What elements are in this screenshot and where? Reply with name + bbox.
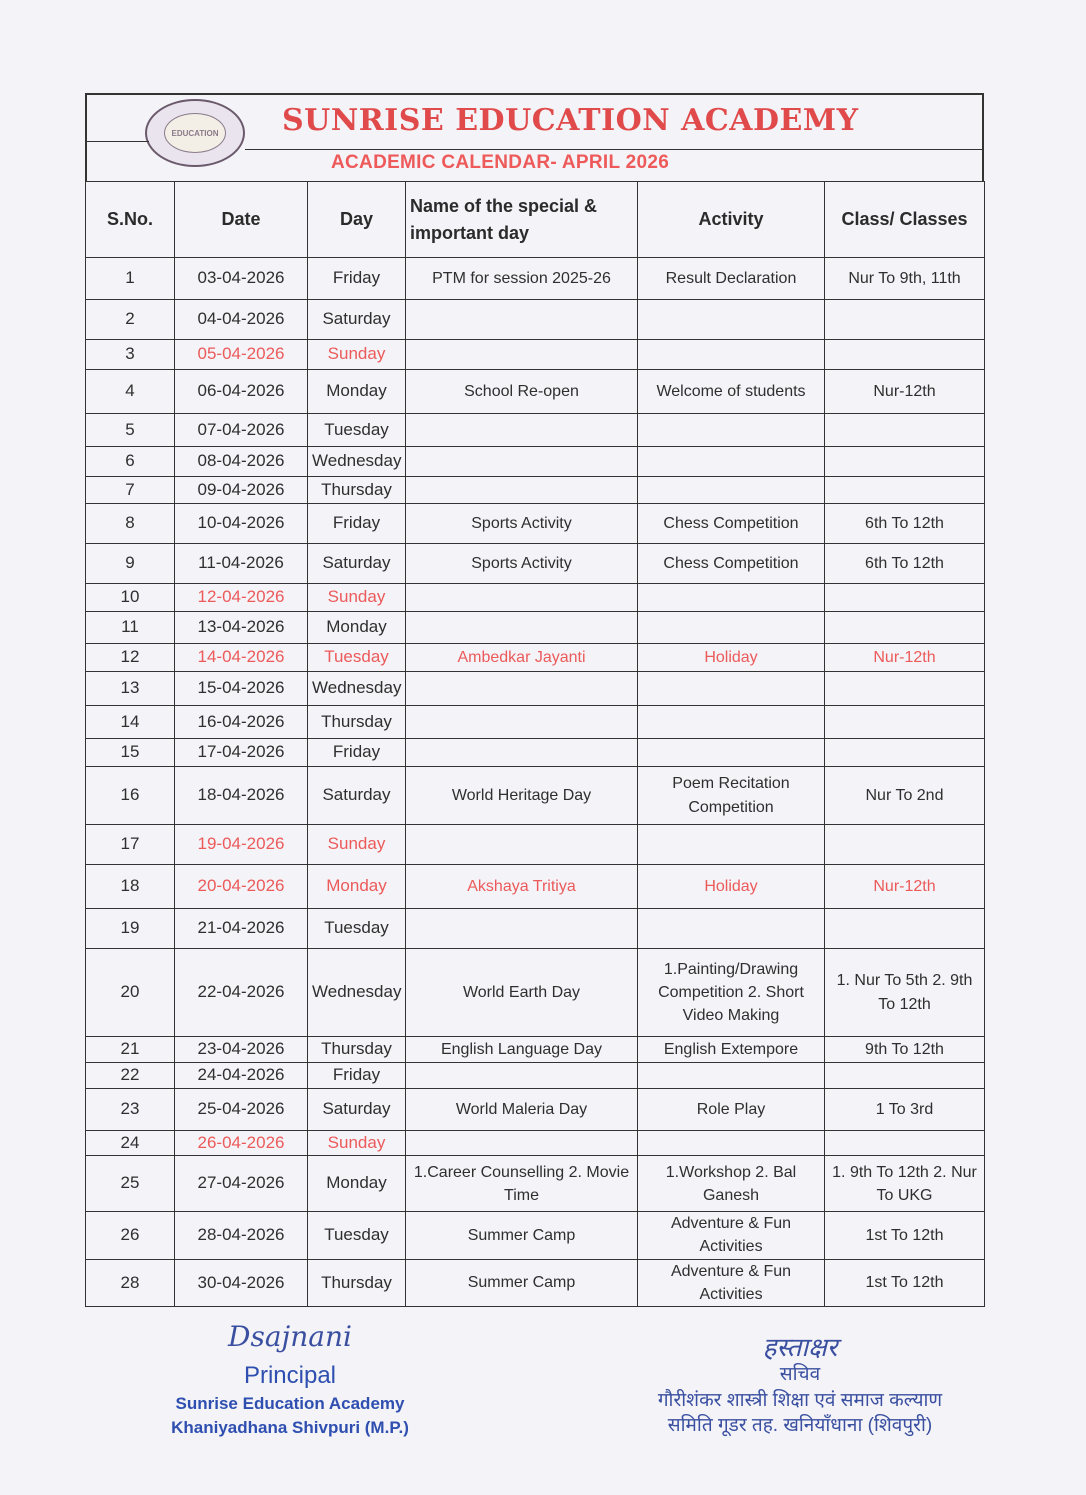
cell-special-day xyxy=(406,909,638,949)
cell-activity xyxy=(638,825,825,865)
cell-activity: English Extempore xyxy=(638,1037,825,1063)
cell-special-day xyxy=(406,584,638,612)
cell-date: 27-04-2026 xyxy=(175,1156,308,1212)
table-row xyxy=(86,949,985,1037)
cell-special-day xyxy=(406,706,638,739)
cell-sno: 28 xyxy=(86,1259,175,1306)
cell-date: 12-04-2026 xyxy=(175,584,308,612)
table-row xyxy=(86,447,985,477)
cell-date: 13-04-2026 xyxy=(175,612,308,644)
cell-special-day xyxy=(406,477,638,504)
cell-classes xyxy=(825,909,985,949)
cell-day: Friday xyxy=(308,739,406,767)
cell-special-day xyxy=(406,447,638,477)
table-row xyxy=(86,370,985,414)
cell-special-day xyxy=(406,612,638,644)
cell-day: Sunday xyxy=(308,1130,406,1156)
cell-sno: 3 xyxy=(86,340,175,370)
cell-classes: 1st To 12th xyxy=(825,1212,985,1259)
cell-date: 23-04-2026 xyxy=(175,1037,308,1063)
table-row xyxy=(86,1063,985,1089)
column-header-day: Day xyxy=(308,182,406,258)
cell-date: 21-04-2026 xyxy=(175,909,308,949)
table-row xyxy=(86,504,985,544)
cell-date: 18-04-2026 xyxy=(175,767,308,825)
society-name-line1: गौरीशंकर शास्त्री शिक्षा एवं समाज कल्याण xyxy=(657,1389,943,1411)
cell-special-day: Summer Camp xyxy=(406,1259,638,1306)
cell-special-day: PTM for session 2025-26 xyxy=(406,258,638,300)
cell-classes: 1st To 12th xyxy=(825,1259,985,1306)
cell-activity: Chess Competition xyxy=(638,544,825,584)
cell-special-day xyxy=(406,672,638,706)
cell-day: Sunday xyxy=(308,825,406,865)
cell-activity xyxy=(638,340,825,370)
cell-day: Monday xyxy=(308,1156,406,1212)
cell-classes: 6th To 12th xyxy=(825,504,985,544)
cell-special-day: Ambedkar Jayanti xyxy=(406,644,638,672)
cell-activity xyxy=(638,739,825,767)
cell-classes xyxy=(825,739,985,767)
cell-special-day: World Maleria Day xyxy=(406,1088,638,1130)
table-header-row xyxy=(86,182,985,258)
table-row xyxy=(86,340,985,370)
cell-day: Sunday xyxy=(308,340,406,370)
cell-activity: Result Declaration xyxy=(638,258,825,300)
table-row xyxy=(86,739,985,767)
cell-date: 30-04-2026 xyxy=(175,1259,308,1306)
cell-sno: 4 xyxy=(86,370,175,414)
cell-special-day: Sports Activity xyxy=(406,504,638,544)
cell-classes xyxy=(825,706,985,739)
cell-sno: 18 xyxy=(86,865,175,909)
cell-date: 08-04-2026 xyxy=(175,447,308,477)
cell-date: 17-04-2026 xyxy=(175,739,308,767)
cell-day: Monday xyxy=(308,612,406,644)
table-row xyxy=(86,1212,985,1259)
calendar-rows xyxy=(86,258,985,1307)
column-header-sno: S.No. xyxy=(86,182,175,258)
cell-activity: Holiday xyxy=(638,644,825,672)
cell-activity xyxy=(638,300,825,340)
cell-special-day: Summer Camp xyxy=(406,1212,638,1259)
calendar-subtitle: ACADEMIC CALENDAR- APRIL 2026 xyxy=(331,152,670,173)
cell-date: 16-04-2026 xyxy=(175,706,308,739)
divider xyxy=(87,141,149,142)
cell-day: Thursday xyxy=(308,477,406,504)
cell-classes: Nur To 2nd xyxy=(825,767,985,825)
cell-activity xyxy=(638,447,825,477)
cell-day: Thursday xyxy=(308,1037,406,1063)
cell-day: Tuesday xyxy=(308,644,406,672)
principal-signature: Dsajnani xyxy=(228,1320,352,1353)
column-header-activity: Activity xyxy=(638,182,825,258)
cell-special-day: World Earth Day xyxy=(406,949,638,1037)
table-row xyxy=(86,825,985,865)
cell-activity: Holiday xyxy=(638,865,825,909)
cell-classes xyxy=(825,584,985,612)
cell-sno: 12 xyxy=(86,644,175,672)
school-title: SUNRISE EDUCATION ACADEMY xyxy=(282,103,859,138)
school-logo xyxy=(145,99,245,167)
cell-sno: 16 xyxy=(86,767,175,825)
cell-activity xyxy=(638,477,825,504)
cell-classes xyxy=(825,672,985,706)
cell-classes xyxy=(825,414,985,447)
cell-activity: Adventure & Fun Activities xyxy=(638,1212,825,1259)
cell-day: Tuesday xyxy=(308,1212,406,1259)
table-row xyxy=(86,414,985,447)
cell-date: 19-04-2026 xyxy=(175,825,308,865)
cell-activity xyxy=(638,1063,825,1089)
cell-classes: 1 To 3rd xyxy=(825,1088,985,1130)
cell-date: 03-04-2026 xyxy=(175,258,308,300)
cell-day: Tuesday xyxy=(308,909,406,949)
cell-special-day: 1.Career Counselling 2. Movie Time xyxy=(406,1156,638,1212)
table-row xyxy=(86,477,985,504)
cell-special-day: Akshaya Tritiya xyxy=(406,865,638,909)
cell-classes: Nur-12th xyxy=(825,865,985,909)
cell-sno: 1 xyxy=(86,258,175,300)
cell-classes xyxy=(825,477,985,504)
principal-signature-block xyxy=(160,1320,420,1438)
cell-sno: 22 xyxy=(86,1063,175,1089)
column-header-date: Date xyxy=(175,182,308,258)
cell-date: 25-04-2026 xyxy=(175,1088,308,1130)
table-row xyxy=(86,909,985,949)
cell-day: Saturday xyxy=(308,300,406,340)
cell-day: Saturday xyxy=(308,544,406,584)
table-row xyxy=(86,1037,985,1063)
calendar-table xyxy=(85,181,985,1307)
cell-sno: 6 xyxy=(86,447,175,477)
cell-special-day xyxy=(406,300,638,340)
cell-classes xyxy=(825,300,985,340)
cell-day: Friday xyxy=(308,504,406,544)
table-row xyxy=(86,865,985,909)
logo-text: EDUCATION xyxy=(171,128,219,138)
cell-date: 28-04-2026 xyxy=(175,1212,308,1259)
cell-activity xyxy=(638,909,825,949)
divider xyxy=(245,149,982,150)
cell-activity xyxy=(638,414,825,447)
cell-day: Friday xyxy=(308,1063,406,1089)
cell-day: Tuesday xyxy=(308,414,406,447)
cell-day: Friday xyxy=(308,258,406,300)
cell-activity: Adventure & Fun Activities xyxy=(638,1259,825,1306)
cell-day: Sunday xyxy=(308,584,406,612)
cell-classes: 1. 9th To 12th 2. Nur To UKG xyxy=(825,1156,985,1212)
cell-day: Saturday xyxy=(308,1088,406,1130)
cell-date: 20-04-2026 xyxy=(175,865,308,909)
cell-special-day xyxy=(406,1130,638,1156)
cell-special-day: School Re-open xyxy=(406,370,638,414)
cell-date: 22-04-2026 xyxy=(175,949,308,1037)
cell-sno: 8 xyxy=(86,504,175,544)
cell-classes: 1. Nur To 5th 2. 9th To 12th xyxy=(825,949,985,1037)
cell-sno: 5 xyxy=(86,414,175,447)
cell-activity xyxy=(638,672,825,706)
cell-special-day xyxy=(406,825,638,865)
cell-sno: 11 xyxy=(86,612,175,644)
table-row xyxy=(86,1156,985,1212)
society-name-line2: समिति गूडर तह. खनियाँधाना (शिवपुरी) xyxy=(667,1415,933,1437)
cell-sno: 17 xyxy=(86,825,175,865)
cell-date: 14-04-2026 xyxy=(175,644,308,672)
secretary-signature-block xyxy=(620,1328,980,1439)
cell-classes: Nur-12th xyxy=(825,644,985,672)
calendar-sheet xyxy=(85,93,984,1307)
table-row xyxy=(86,300,985,340)
calendar-header xyxy=(85,93,984,181)
secretary-title: सचिव xyxy=(779,1364,821,1385)
cell-sno: 2 xyxy=(86,300,175,340)
logo-emblem-icon xyxy=(164,113,226,153)
cell-sno: 26 xyxy=(86,1212,175,1259)
cell-sno: 9 xyxy=(86,544,175,584)
cell-day: Wednesday xyxy=(308,447,406,477)
cell-activity: 1.Workshop 2. Bal Ganesh xyxy=(638,1156,825,1212)
column-header-special-day: Name of the special & important day xyxy=(406,182,638,258)
cell-classes xyxy=(825,340,985,370)
cell-day: Saturday xyxy=(308,767,406,825)
cell-classes xyxy=(825,1063,985,1089)
cell-day: Wednesday xyxy=(308,949,406,1037)
cell-sno: 15 xyxy=(86,739,175,767)
cell-special-day: English Language Day xyxy=(406,1037,638,1063)
cell-date: 06-04-2026 xyxy=(175,370,308,414)
cell-sno: 13 xyxy=(86,672,175,706)
cell-date: 24-04-2026 xyxy=(175,1063,308,1089)
cell-sno: 7 xyxy=(86,477,175,504)
cell-classes: Nur To 9th, 11th xyxy=(825,258,985,300)
cell-sno: 20 xyxy=(86,949,175,1037)
cell-activity xyxy=(638,584,825,612)
secretary-signature: हस्ताक्षर xyxy=(762,1333,838,1363)
table-row xyxy=(86,1130,985,1156)
cell-activity: Welcome of students xyxy=(638,370,825,414)
cell-classes xyxy=(825,447,985,477)
cell-day: Monday xyxy=(308,370,406,414)
table-row xyxy=(86,258,985,300)
cell-date: 10-04-2026 xyxy=(175,504,308,544)
cell-classes: 6th To 12th xyxy=(825,544,985,584)
cell-activity xyxy=(638,1130,825,1156)
school-name: Sunrise Education Academy xyxy=(175,1394,405,1413)
cell-activity: 1.Painting/Drawing Competition 2. Short Video Making xyxy=(638,949,825,1037)
table-row xyxy=(86,1088,985,1130)
cell-sno: 25 xyxy=(86,1156,175,1212)
cell-activity: Poem Recitation Competition xyxy=(638,767,825,825)
cell-sno: 14 xyxy=(86,706,175,739)
table-row xyxy=(86,767,985,825)
cell-day: Monday xyxy=(308,865,406,909)
table-row xyxy=(86,706,985,739)
cell-day: Wednesday xyxy=(308,672,406,706)
cell-classes xyxy=(825,825,985,865)
cell-classes xyxy=(825,1130,985,1156)
table-row xyxy=(86,584,985,612)
cell-special-day: Sports Activity xyxy=(406,544,638,584)
cell-special-day xyxy=(406,1063,638,1089)
cell-day: Thursday xyxy=(308,1259,406,1306)
cell-special-day: World Heritage Day xyxy=(406,767,638,825)
cell-classes: 9th To 12th xyxy=(825,1037,985,1063)
cell-sno: 24 xyxy=(86,1130,175,1156)
cell-sno: 10 xyxy=(86,584,175,612)
cell-sno: 21 xyxy=(86,1037,175,1063)
cell-date: 15-04-2026 xyxy=(175,672,308,706)
table-row xyxy=(86,672,985,706)
school-address: Khaniyadhana Shivpuri (M.P.) xyxy=(171,1418,409,1437)
cell-special-day xyxy=(406,739,638,767)
column-header-classes: Class/ Classes xyxy=(825,182,985,258)
cell-date: 26-04-2026 xyxy=(175,1130,308,1156)
cell-date: 11-04-2026 xyxy=(175,544,308,584)
cell-date: 07-04-2026 xyxy=(175,414,308,447)
cell-sno: 23 xyxy=(86,1088,175,1130)
cell-activity: Chess Competition xyxy=(638,504,825,544)
table-row xyxy=(86,544,985,584)
cell-sno: 19 xyxy=(86,909,175,949)
cell-date: 09-04-2026 xyxy=(175,477,308,504)
cell-activity xyxy=(638,706,825,739)
table-row xyxy=(86,612,985,644)
table-row xyxy=(86,644,985,672)
principal-title: Principal xyxy=(243,1362,337,1389)
cell-day: Thursday xyxy=(308,706,406,739)
cell-activity: Role Play xyxy=(638,1088,825,1130)
cell-classes xyxy=(825,612,985,644)
cell-activity xyxy=(638,612,825,644)
cell-special-day xyxy=(406,340,638,370)
cell-special-day xyxy=(406,414,638,447)
cell-date: 05-04-2026 xyxy=(175,340,308,370)
cell-date: 04-04-2026 xyxy=(175,300,308,340)
table-row xyxy=(86,1259,985,1306)
cell-classes: Nur-12th xyxy=(825,370,985,414)
